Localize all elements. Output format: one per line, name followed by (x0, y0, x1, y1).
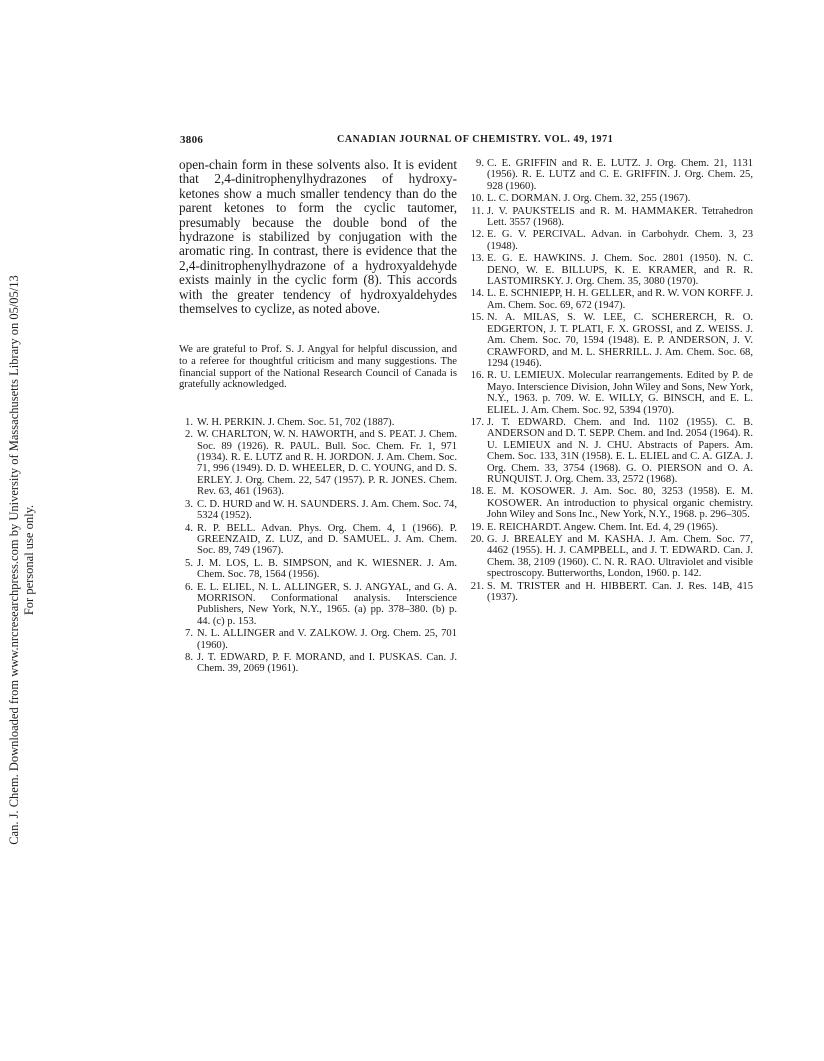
reference-item (179, 628, 457, 651)
reference-text: L. C. DORMAN. J. Org. Chem. 32, 255 (1967). (487, 193, 691, 205)
reference-item (470, 253, 753, 287)
reference-text: J. V. PAUKSTELIS and R. M. HAMMAKER. Tetrahedron Lett. 3557 (1968). (487, 205, 753, 229)
download-notice-line1: Can. J. Chem. Downloaded from www.nrcresearchpress.com by University of Massachusetts Library on 05/05/13 (7, 275, 21, 845)
reference-text: J. T. EDWARD. Chem. and Ind. 1102 (1955). C. B. ANDERSON and D. T. SEPP. Chem. and Ind. 2054 (1964). R. U. LEMIEUX and N. J. CHU. Abstracts of Papers. Am. Chem. Soc. 133, 31N (1958). E. L. ELIEL and C. A. GIZA. J. Org. Chem. 33, 3754 (1968). G. O. PIERSON and O. A. RUNQUIST. J. Org. Chem. 33, 2572 (1968). (487, 416, 753, 485)
reference-item (179, 652, 457, 675)
reference-text: E. M. KOSOWER. J. Am. Soc. 80, 3253 (1958). E. M. KOSOWER. An introduction to physical organic chemistry. John Wiley and Sons Inc., New York, N.Y., 1968. p. 296–305. (487, 486, 753, 521)
reference-item (179, 558, 457, 581)
download-notice-line2: For personal use only. (22, 504, 36, 616)
reference-item (179, 429, 457, 497)
reference-item (179, 417, 457, 428)
reference-text: C. D. HURD and W. H. SAUNDERS. J. Am. Chem. Soc. 74, 5324 (1952). (197, 498, 457, 522)
reference-text: J. T. EDWARD, P. F. MORAND, and I. PUSKAS. Can. J. Chem. 39, 2069 (1961). (197, 651, 457, 675)
reference-text: J. M. LOS, L. B. SIMPSON, and K. WIESNER. J. Am. Chem. Soc. 78, 1564 (1956). (197, 557, 457, 581)
reference-number: 20. (470, 534, 484, 545)
left-column (179, 158, 457, 676)
reference-text: E. L. ELIEL, N. L. ALLINGER, S. J. ANGYAL, and G. A. MORRISON. Conformational analysis. Interscience Publishers, New York, N.Y., 1965. (a) pp. 378–380. (b) p. 44. (c) p. 153. (197, 581, 457, 627)
reference-item (179, 499, 457, 522)
reference-text: N. L. ALLINGER and V. ZALKOW. J. Org. Chem. 25, 701 (1960). (197, 628, 457, 651)
reference-number: 4. (185, 522, 193, 534)
reference-text: R. P. BELL. Advan. Phys. Org. Chem. 4, 1 (1966). P. GREENZAID, Z. LUZ, and D. SAMUEL. J. Am. Chem. Soc. 89, 749 (1967). (197, 522, 457, 557)
reference-item (470, 288, 753, 311)
reference-item (470, 312, 753, 369)
reference-item (470, 486, 753, 520)
reference-number: 17. (470, 416, 484, 428)
acknowledgment: We are grateful to Prof. S. J. Angyal for helpful discussion, and to a referee for thoughtful criticism and many suggestions. The financial support of the National Research Council of Canada is gratefully acknowledged. (179, 344, 457, 391)
reference-text: G. J. BREALEY and M. KASHA. J. Am. Chem. Soc. 77, 4462 (1955). H. J. CAMPBELL, and J. T. EDWARD. Can. J. Chem. 38, 2109 (1960). C. N. R. RAO. Ultraviolet and visible spectroscopy. Butterworths, London, 1960. p. 142. (487, 534, 753, 580)
reference-number: 10. (470, 193, 484, 205)
reference-number: 5. (185, 557, 193, 569)
reference-item (470, 534, 753, 580)
reference-item (470, 206, 753, 229)
reference-number: 19. (470, 521, 484, 533)
reference-item (470, 522, 753, 533)
reference-text: W. H. PERKIN. J. Chem. Soc. 51, 702 (1887). (197, 416, 395, 428)
page-number: 3806 (180, 134, 204, 146)
reference-text: E. G. V. PERCIVAL. Advan. in Carbohydr. Chem. 3, 23 (1948). (487, 229, 753, 252)
reference-number: 12. (470, 229, 484, 241)
reference-number: 21. (470, 580, 484, 592)
reference-item (470, 193, 753, 204)
reference-text: N. A. MILAS, S. W. LEE, C. SCHERERCH, R. O. EDGERTON, J. T. PLATI, F. X. GROSSI, and Z. WEISS. J. Am. Chem. Soc. 70, 1594 (1948). E. P. ANDERSON, J. V. CRAWFORD, and M. L. SHERRILL. J. Am. Chem. Soc. 68, 1294 (1946). (487, 312, 753, 369)
reference-text: E. REICHARDT. Angew. Chem. Int. Ed. 4, 29 (1965). (487, 521, 718, 533)
reference-item (179, 523, 457, 557)
reference-text: L. E. SCHNIEPP, H. H. GELLER, and R. W. VON KORFF. J. Am. Chem. Soc. 69, 672 (1947). (487, 288, 753, 311)
download-watermark (2, 200, 42, 920)
reference-number: 9. (476, 158, 484, 169)
reference-text: E. G. E. HAWKINS. J. Chem. Soc. 2801 (1950). N. C. DENO, W. E. BILLUPS, K. E. KRAMER, and R. R. LASTOMIRSKY. J. Org. Chem. 35, 3080 (1970). (487, 253, 753, 288)
reference-number: 3. (185, 498, 193, 510)
reference-number: 6. (185, 581, 193, 593)
right-column (470, 158, 753, 604)
body-paragraph: open-chain form in these solvents also. It is evident that 2,4-dinitrophenylhydrazones of hydroxy-ketones show a much smaller tendency than do the parent ketones to form the cyclic tautomer, presumably because the double bond of the hydrazone is stabilized by conjugation with the aromatic ring. In contrast, there is evidence that the 2,4-dinitrophenylhydrazone of a hydroxyaldehyde exists mainly in the cyclic form (8). This accords with the greater tendency of hydroxyaldehydes themselves to cyclize, as noted above. (179, 157, 457, 317)
reference-number: 18. (470, 486, 484, 498)
reference-number: 1. (185, 416, 193, 428)
reference-number: 13. (470, 253, 484, 265)
reference-item (179, 582, 457, 628)
reference-item (470, 229, 753, 252)
reference-item (470, 417, 753, 485)
reference-number: 8. (185, 651, 193, 663)
reference-number: 2. (185, 429, 193, 441)
reference-item (470, 581, 753, 604)
reference-number: 7. (185, 628, 193, 640)
reference-item (470, 158, 753, 192)
reference-number: 11. (471, 205, 484, 217)
reference-item (470, 370, 753, 416)
reference-list-left (179, 417, 457, 675)
running-head: CANADIAN JOURNAL OF CHEMISTRY. VOL. 49, 1971 (337, 134, 614, 145)
reference-text: C. E. GRIFFIN and R. E. LUTZ. J. Org. Chem. 21, 1131 (1956). R. E. LUTZ and C. E. GRIFFIN. J. Org. Chem. 25, 928 (1960). (487, 158, 753, 192)
reference-number: 14. (470, 288, 484, 300)
reference-number: 16. (470, 370, 484, 382)
reference-text: R. U. LEMIEUX. Molecular rearrangements. Edited by P. de Mayo. Interscience Division, John Wiley and Sons, New York, N.Y., 1963. p. 709. W. E. WILLY, G. BINSCH, and E. L. ELIEL. J. Am. Chem. Soc. 92, 5394 (1970). (487, 370, 753, 416)
reference-number: 15. (470, 312, 484, 324)
reference-list-right (470, 158, 753, 603)
reference-text: W. CHARLTON, W. N. HAWORTH, and S. PEAT. J. Chem. Soc. 89 (1926). R. PAUL. Bull. Soc. Chem. Fr. 1, 971 (1934). R. E. LUTZ and R. H. JORDON. J. Am. Chem. Soc. 71, 996 (1949). D. D. WHEELER, D. C. YOUNG, and D. S. ERLEY. J. Org. Chem. 22, 547 (1957). P. R. JONES. Chem. Rev. 63, 461 (1963). (197, 429, 457, 498)
reference-text: S. M. TRISTER and H. HIBBERT. Can. J. Res. 14B, 415 (1937). (487, 580, 753, 604)
